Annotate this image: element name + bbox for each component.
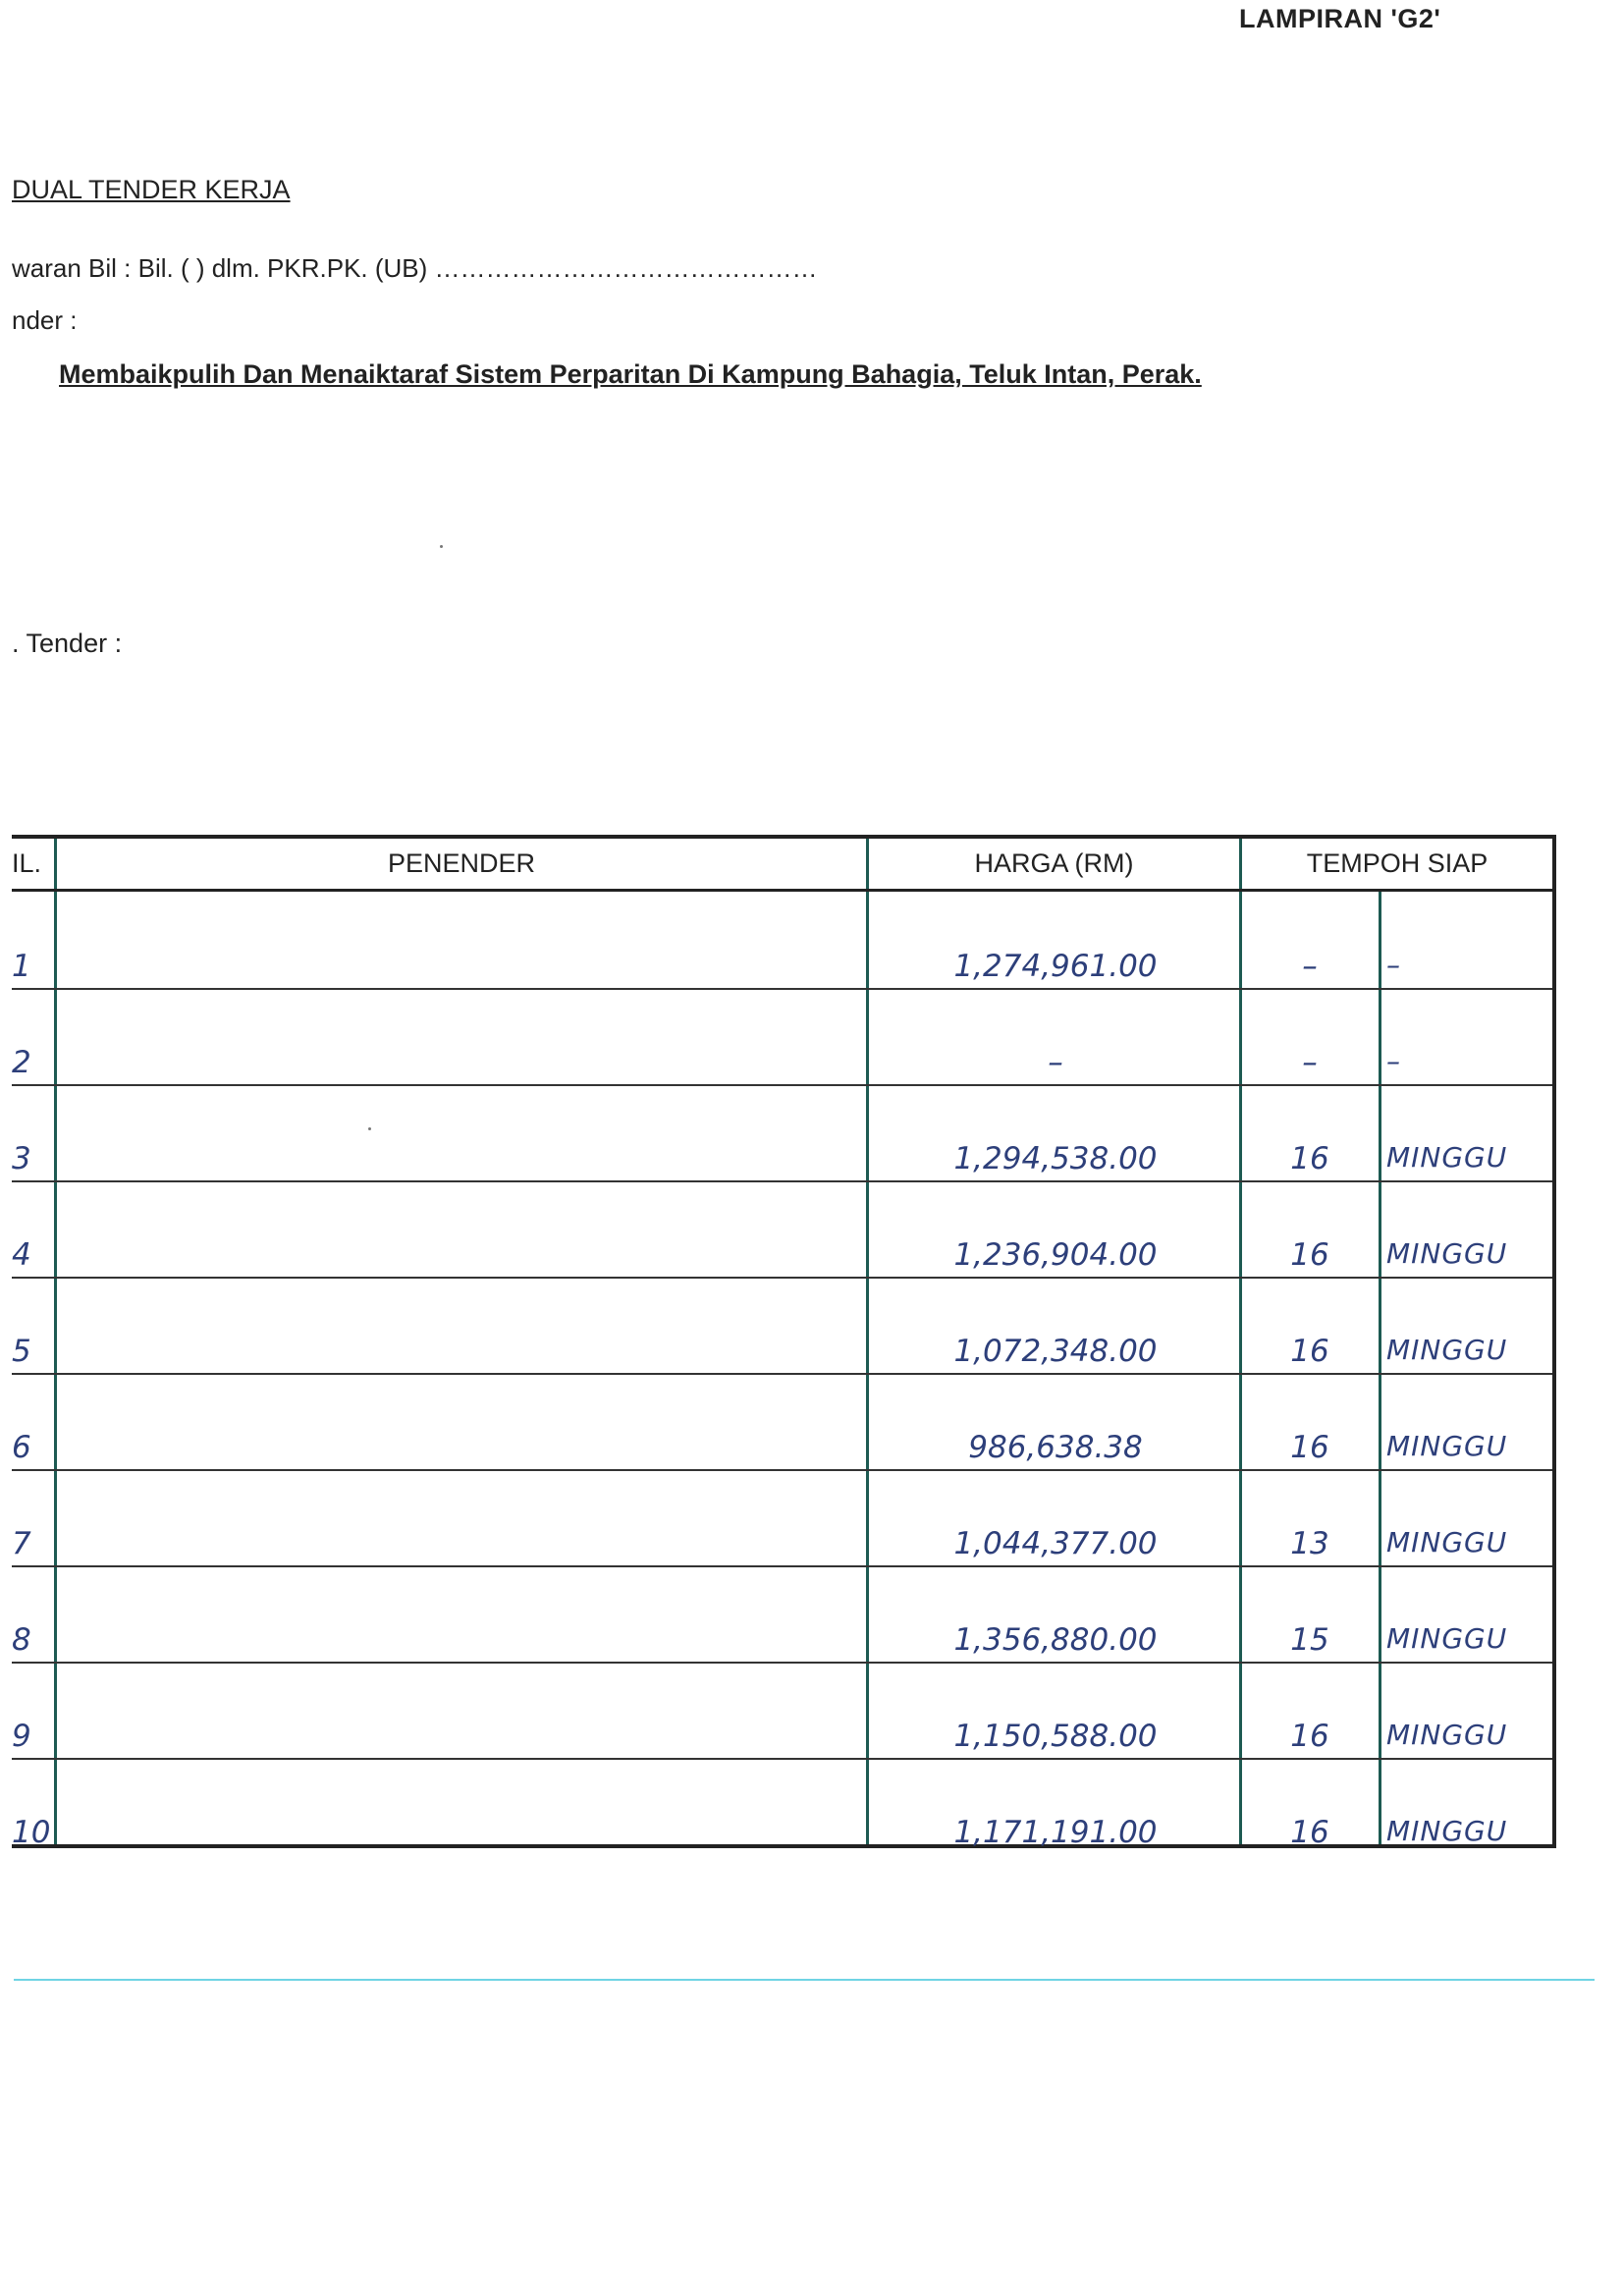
header-rule <box>12 889 1552 892</box>
row-number: 4 <box>12 1237 31 1273</box>
tempoh-unit-cell: MINGGU <box>1386 1430 1508 1462</box>
row-number: 3 <box>12 1141 31 1176</box>
tawaran-line: waran Bil : Bil. ( ) dlm. PKR.PK. (UB) ……………………………………… <box>12 253 818 283</box>
tender-title: Membaikpulih Dan Menaiktaraf Sistem Perparitan Di Kampung Bahagia, Teluk Intan, Perak. <box>59 359 1202 389</box>
tempoh-unit-cell: MINGGU <box>1386 1815 1508 1847</box>
col-header-penender: PENENDER <box>387 848 536 878</box>
tempoh-cell: 16 <box>1290 1719 1329 1754</box>
harga-cell: 986,638.38 <box>968 1430 1143 1465</box>
col-header-bil: IL. <box>12 848 42 878</box>
col-divider <box>1379 892 1381 1844</box>
tempoh-cell: 13 <box>1290 1526 1329 1561</box>
row-number: 8 <box>12 1622 31 1658</box>
row-rule <box>12 1084 1552 1086</box>
row-number: 6 <box>12 1430 31 1465</box>
row-number: 10 <box>12 1815 51 1850</box>
lampiran-label: LAMPIRAN 'G2' <box>1239 4 1441 33</box>
tempoh-cell: 16 <box>1290 1430 1329 1465</box>
row-rule <box>12 1469 1552 1471</box>
harga-cell: 1,072,348.00 <box>953 1334 1158 1369</box>
harga-cell: 1,171,191.00 <box>953 1815 1158 1850</box>
row-rule <box>12 1180 1552 1182</box>
row-rule <box>12 988 1552 990</box>
harga-cell: 1,150,588.00 <box>953 1719 1158 1754</box>
row-number: 5 <box>12 1334 31 1369</box>
tempoh-unit-cell: MINGGU <box>1386 1334 1508 1366</box>
harga-cell: 1,274,961.00 <box>953 949 1158 984</box>
tempoh-unit-cell: MINGGU <box>1386 1622 1508 1655</box>
row-rule <box>12 1758 1552 1760</box>
tempoh-cell: – <box>1302 949 1318 984</box>
tempoh-cell: 15 <box>1290 1622 1329 1658</box>
harga-cell: 1,236,904.00 <box>953 1237 1158 1273</box>
row-number: 2 <box>12 1045 31 1080</box>
tempoh-unit-cell: MINGGU <box>1386 1526 1508 1558</box>
tempoh-cell: 16 <box>1290 1141 1329 1176</box>
tempoh-unit-cell: MINGGU <box>1386 1237 1508 1270</box>
tempoh-unit-cell: MINGGU <box>1386 1141 1508 1174</box>
row-number: 7 <box>12 1526 31 1561</box>
harga-cell: – <box>1048 1045 1063 1080</box>
tempoh-unit-cell: – <box>1386 949 1401 981</box>
tempoh-cell: – <box>1302 1045 1318 1080</box>
harga-cell: 1,356,880.00 <box>953 1622 1158 1658</box>
tender-table <box>12 835 1556 1848</box>
harga-cell: 1,044,377.00 <box>953 1526 1158 1561</box>
row-rule <box>12 1373 1552 1375</box>
col-header-harga: HARGA (RM) <box>974 848 1134 878</box>
row-rule <box>12 1277 1552 1279</box>
scan-speck <box>440 545 443 548</box>
tempoh-unit-cell: MINGGU <box>1386 1719 1508 1751</box>
document-title: DUAL TENDER KERJA <box>12 175 291 204</box>
row-number: 1 <box>12 949 31 984</box>
scan-rule <box>14 1979 1595 1981</box>
harga-cell: 1,294,538.00 <box>953 1141 1158 1176</box>
tempoh-cell: 16 <box>1290 1815 1329 1850</box>
row-rule <box>12 1565 1552 1567</box>
tempoh-unit-cell: – <box>1386 1045 1401 1077</box>
col-header-tempoh: TEMPOH SIAP <box>1306 848 1489 878</box>
tempoh-cell: 16 <box>1290 1334 1329 1369</box>
row-number: 9 <box>12 1719 31 1754</box>
no-tender-label: . Tender : <box>12 629 123 658</box>
row-rule <box>12 1662 1552 1664</box>
tender-label: nder : <box>12 305 78 335</box>
tempoh-cell: 16 <box>1290 1237 1329 1273</box>
